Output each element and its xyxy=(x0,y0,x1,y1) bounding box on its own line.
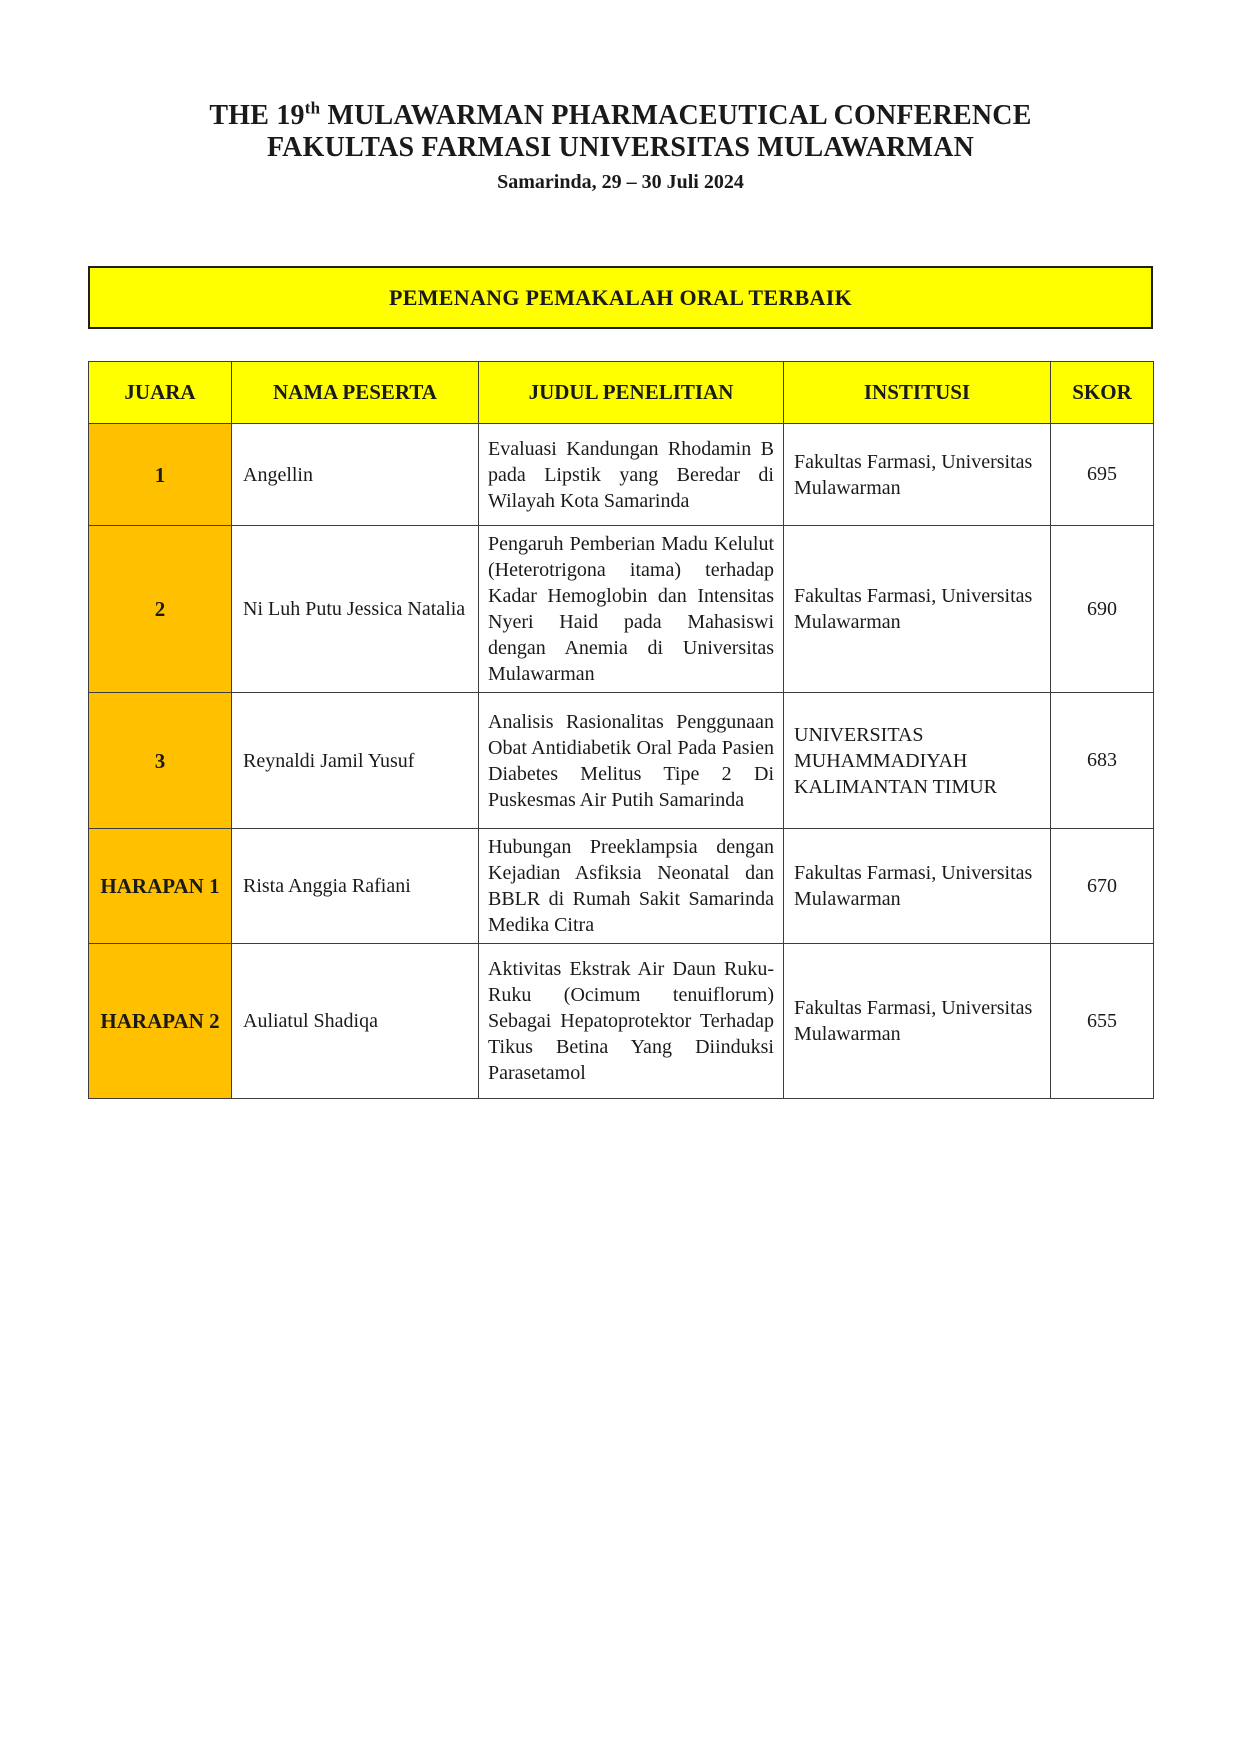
conference-title-line1 xyxy=(0,100,1241,132)
research-title-cell: Evaluasi Kandungan Rhodamin B pada Lipstik yang Beredar di Wilayah Kota Samarinda xyxy=(479,424,784,526)
rank-cell: HARAPAN 1 xyxy=(89,829,232,944)
score-cell: 695 xyxy=(1051,424,1154,526)
table-row xyxy=(89,526,1154,693)
research-title-cell: Aktivitas Ekstrak Air Daun Ruku-Ruku (Ocimum tenuiflorum) Sebagai Hepatoprotektor Terhadap Tikus Betina Yang Diinduksi Parasetamol xyxy=(479,944,784,1099)
table-row xyxy=(89,944,1154,1099)
column-header-judul-penelitian: JUDUL PENELITIAN xyxy=(479,362,784,424)
conference-title-line2: FAKULTAS FARMASI UNIVERSITAS MULAWARMAN xyxy=(266,132,975,163)
institution-cell: Fakultas Farmasi, Universitas Mulawarman xyxy=(784,526,1051,693)
score-cell: 690 xyxy=(1051,526,1154,693)
institution-cell: Fakultas Farmasi, Universitas Mulawarman xyxy=(784,829,1051,944)
winners-table-header xyxy=(89,362,1154,424)
title-prefix: THE 19 xyxy=(209,100,305,131)
winners-table-body xyxy=(89,424,1154,1099)
rank-cell: 2 xyxy=(89,526,232,693)
table-row xyxy=(89,829,1154,944)
participant-name-cell: Angellin xyxy=(232,424,479,526)
institution-cell: Fakultas Farmasi, Universitas Mulawarman xyxy=(784,424,1051,526)
column-header-juara: JUARA xyxy=(89,362,232,424)
rank-cell: HARAPAN 2 xyxy=(89,944,232,1099)
institution-cell: Fakultas Farmasi, Universitas Mulawarman xyxy=(784,944,1051,1099)
conference-date: Samarinda, 29 – 30 Juli 2024 xyxy=(497,171,744,193)
column-header-nama-peserta: NAMA PESERTA xyxy=(232,362,479,424)
column-header-institusi: INSTITUSI xyxy=(784,362,1051,424)
participant-name-cell: Auliatul Shadiqa xyxy=(232,944,479,1099)
score-cell: 683 xyxy=(1051,693,1154,829)
score-cell: 655 xyxy=(1051,944,1154,1099)
score-cell: 670 xyxy=(1051,829,1154,944)
winners-table xyxy=(88,361,1154,1099)
research-title-cell: Hubungan Preeklampsia dengan Kejadian Asfiksia Neonatal dan BBLR di Rumah Sakit Samarinda Medika Citra xyxy=(479,829,784,944)
research-title-cell: Analisis Rasionalitas Penggunaan Obat Antidiabetik Oral Pada Pasien Diabetes Melitus Tipe 2 Di Puskesmas Air Putih Samarinda xyxy=(479,693,784,829)
table-row xyxy=(89,693,1154,829)
institution-cell: UNIVERSITAS MUHAMMADIYAH KALIMANTAN TIMUR xyxy=(784,693,1051,829)
header-row xyxy=(89,362,1154,424)
participant-name-cell: Reynaldi Jamil Yusuf xyxy=(232,693,479,829)
column-header-skor: SKOR xyxy=(1051,362,1154,424)
winners-banner-label: PEMENANG PEMAKALAH ORAL TERBAIK xyxy=(389,284,852,310)
participant-name-cell: Ni Luh Putu Jessica Natalia xyxy=(232,526,479,693)
table-row xyxy=(89,424,1154,526)
rank-cell: 3 xyxy=(89,693,232,829)
document-header xyxy=(0,0,1241,198)
title-suffix: MULAWARMAN PHARMACEUTICAL CONFERENCE xyxy=(320,100,1032,131)
title-ordinal-superscript: th xyxy=(304,98,321,118)
participant-name-cell: Rista Anggia Rafiani xyxy=(232,829,479,944)
winners-banner xyxy=(88,266,1153,329)
research-title-cell: Pengaruh Pemberian Madu Kelulut (Heterotrigona itama) terhadap Kadar Hemoglobin dan Intensitas Nyeri Haid pada Mahasiswi dengan Anemia di Universitas Mulawarman xyxy=(479,526,784,693)
rank-cell: 1 xyxy=(89,424,232,526)
